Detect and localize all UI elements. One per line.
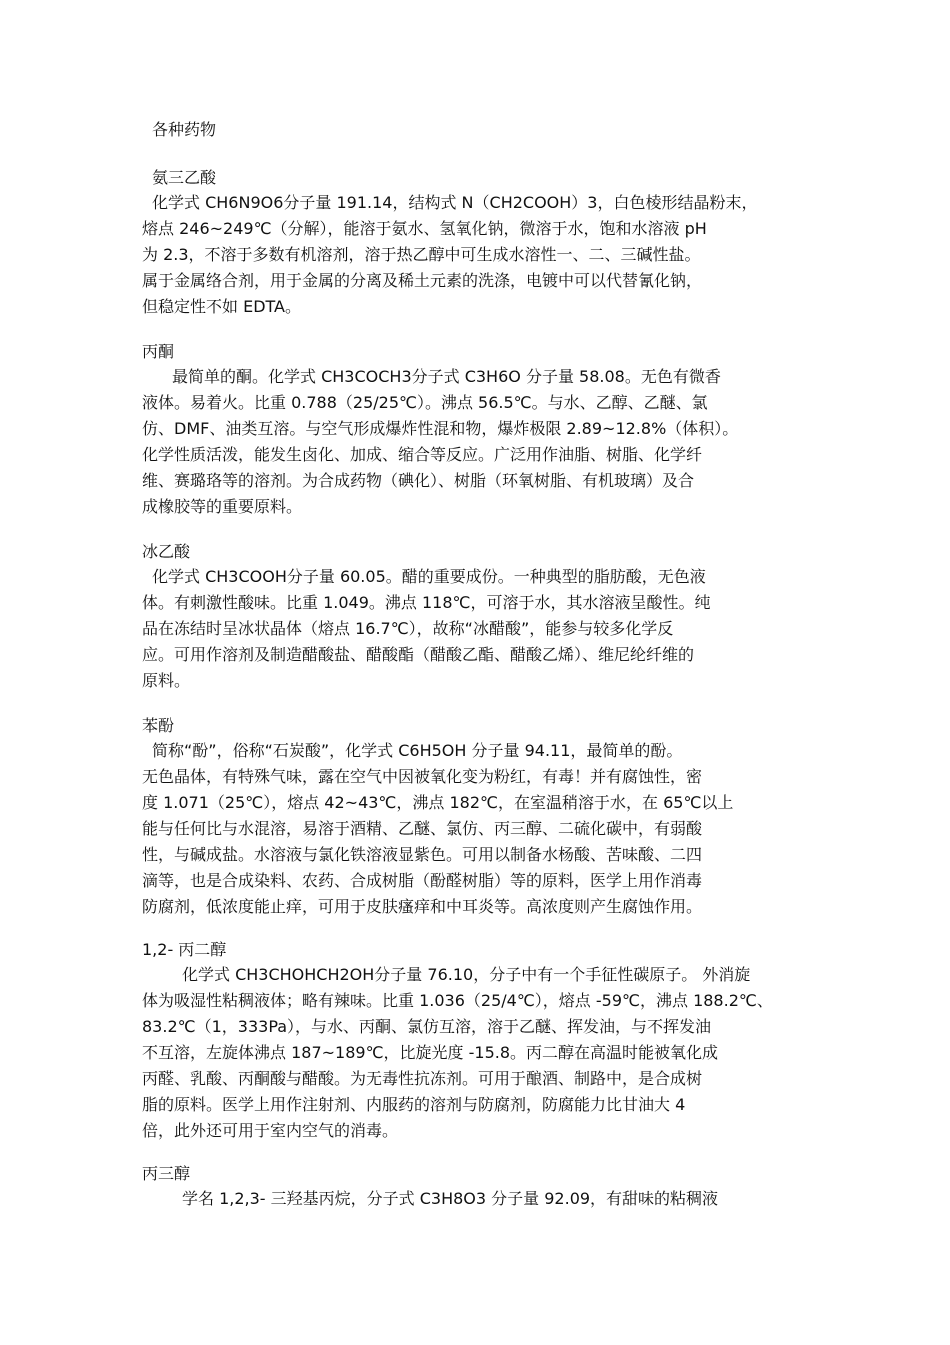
section-glycerol xyxy=(142,1162,812,1212)
paragraph-line: 化学式 CH3COOH分子量 60.05。醋的重要成份。一种典型的脂肪酸，无色液 xyxy=(152,567,706,586)
section-acetone xyxy=(142,340,812,520)
paragraph-line: 防腐剂，低浓度能止痒，可用于皮肤瘙痒和中耳炎等。高浓度则产生腐蚀作用。 xyxy=(142,897,703,916)
paragraph-line: 体。有刺激性酸味。比重 1.049。沸点 118℃，可溶于水，其水溶液呈酸性。纯 xyxy=(142,593,711,612)
paragraph-line: 液体。易着火。比重 0.788（25/25℃）。沸点 56.5℃。与水、乙醇、乙醚、氯 xyxy=(142,393,708,412)
paragraph-line: 品在冻结时呈冰状晶体（熔点 16.7℃），故称“冰醋酸”，能参与较多化学反 xyxy=(142,619,674,638)
paragraph-line: 脂的原料。医学上用作注射剂、内服药的溶剂与防腐剂，防腐能力比甘油大 4 xyxy=(142,1095,686,1114)
paragraph-line: 丙醛、乳酸、丙酮酸与醋酸。为无毒性抗冻剂。可用于酿酒、制路中，是合成树 xyxy=(142,1069,703,1088)
paragraph-line: 应。可用作溶剂及制造醋酸盐、醋酸酯（醋酸乙酯、醋酸乙烯）、维尼纶纤维的 xyxy=(142,645,695,664)
paragraph-line: 度 1.071（25℃），熔点 42~43℃，沸点 182℃，在室温稍溶于水，在 65℃以上 xyxy=(142,793,734,812)
section-heading: 氨三乙酸 xyxy=(152,168,217,187)
paragraph-line: 维、赛璐珞等的溶剂。为合成药物（碘化）、树脂（环氧树脂、有机玻璃）及合 xyxy=(142,471,695,490)
paragraph-line: 学名 1,2,3- 三羟基丙烷，分子式 C3H8O3 分子量 92.09，有甜味的粘稠液 xyxy=(182,1189,719,1208)
paragraph-line: 简称“酚”，俗称“石炭酸”，化学式 C6H5OH 分子量 94.11，最简单的酚。 xyxy=(152,741,683,760)
section-heading: 苯酚 xyxy=(142,716,175,735)
section-heading: 冰乙酸 xyxy=(142,542,191,561)
paragraph-line: 成橡胶等的重要原料。 xyxy=(142,497,303,516)
section-heading: 1,2- 丙二醇 xyxy=(142,940,227,959)
section-heading: 丙酮 xyxy=(142,342,175,361)
section-heading: 丙三醇 xyxy=(142,1164,191,1183)
paragraph-line: 倍，此外还可用于室内空气的消毒。 xyxy=(142,1121,399,1140)
section-phenol xyxy=(142,714,812,920)
paragraph-line: 滴等，也是合成染料、农药、合成树脂（酚醛树脂）等的原料，医学上用作消毒 xyxy=(142,871,703,890)
section-nitrilotriacetic-acid xyxy=(142,166,812,320)
paragraph-line: 化学性质活泼，能发生卤化、加成、缩合等反应。广泛用作油脂、树脂、化学纤 xyxy=(142,445,703,464)
paragraph-line: 性，与碱成盐。水溶液与氯化铁溶液显紫色。可用以制备水杨酸、苦味酸、二四 xyxy=(142,845,703,864)
paragraph-line: 仿、DMF、油类互溶。与空气形成爆炸性混和物，爆炸极限 2.89~12.8%（体积）。 xyxy=(142,419,739,438)
section-propylene-glycol xyxy=(142,938,812,1144)
paragraph-line: 83.2℃（1，333Pa），与水、丙酮、氯仿互溶，溶于乙醚、挥发油，与不挥发油 xyxy=(142,1017,712,1036)
paragraph-line: 为 2.3，不溶于多数有机溶剂，溶于热乙醇中可生成水溶性一、二、三碱性盐。 xyxy=(142,245,701,264)
paragraph-line: 属于金属络合剂，用于金属的分离及稀土元素的洗涤，电镀中可以代替氰化钠， xyxy=(142,271,703,290)
paragraph-line: 化学式 CH3CHOHCH2OH分子量 76.10，分子中有一个手征性碳原子。 外消旋 xyxy=(182,965,751,984)
paragraph-line: 但稳定性不如 EDTA。 xyxy=(142,297,301,316)
paragraph-line: 不互溶，左旋体沸点 187~189℃，比旋光度 -15.8。丙二醇在高温时能被氧化成 xyxy=(142,1043,719,1062)
paragraph-line: 化学式 CH6N9O6分子量 191.14，结构式 N（CH2COOH）3，白色棱形结晶粉末， xyxy=(152,193,758,212)
paragraph-line: 能与任何比与水混溶，易溶于酒精、乙醚、氯仿、丙三醇、二硫化碳中，有弱酸 xyxy=(142,819,703,838)
paragraph-line: 体为吸湿性粘稠液体；略有辣味。比重 1.036（25/4℃），熔点 -59℃，沸点 188.2℃、 xyxy=(142,991,773,1010)
paragraph-line: 最简单的酮。化学式 CH3COCH3分子式 C3H6O 分子量 58.08。无色有微香 xyxy=(172,367,721,386)
paragraph-line: 原料。 xyxy=(142,671,191,690)
paragraph-line: 无色晶体，有特殊气味，露在空气中因被氧化变为粉红，有毒！并有腐蚀性，密 xyxy=(142,767,703,786)
section-glacial-acetic-acid xyxy=(142,540,812,694)
paragraph-line: 熔点 246~249℃（分解），能溶于氨水、氢氧化钠，微溶于水，饱和水溶液 pH xyxy=(142,219,707,238)
document-title: 各种药物 xyxy=(152,120,217,139)
